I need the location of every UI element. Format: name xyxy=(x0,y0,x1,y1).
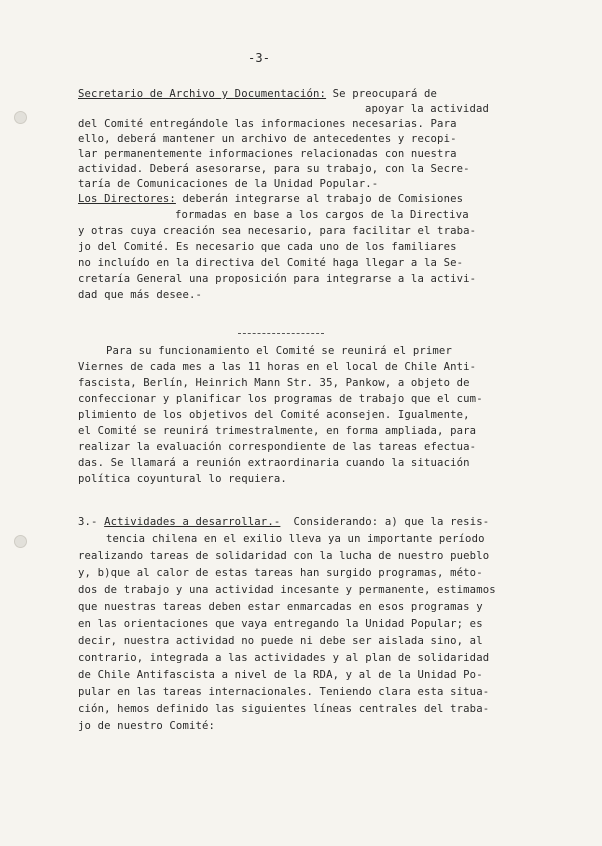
actividades-first-line xyxy=(78,516,489,529)
actividades-line: contrario, integrada a las actividades y al plan de solidaridad xyxy=(78,652,490,664)
directores-text: deberán integrarse al trabajo de Comisiones xyxy=(175,193,464,205)
actividades-line: en las orientaciones que vaya entregando la Unidad Popular; es xyxy=(78,618,483,630)
directores-first-line xyxy=(78,193,463,206)
directores-line: cretaría General una proposición para integrarse a la activi- xyxy=(78,273,477,285)
archivo-line: apoyar la actividad xyxy=(365,103,490,115)
page-number: -3- xyxy=(248,51,271,65)
funcionamiento-line: fascista, Berlín, Heinrich Mann Str. 35, Pankow, a objeto de xyxy=(78,377,470,389)
actividades-line: de Chile Antifascista a nivel de la RDA, y al de la Unidad Po- xyxy=(78,669,483,681)
directores-line: jo del Comité. Es necesario que cada uno de los familiares xyxy=(78,241,457,253)
actividades-line: realizando tareas de solidaridad con la lucha de nuestro pueblo xyxy=(78,550,490,562)
archivo-text: Se preocupará de xyxy=(326,88,438,100)
funcionamiento-line: Viernes de cada mes a las 11 horas en el local de Chile Anti- xyxy=(78,361,477,373)
actividades-line: que nuestras tareas deben estar enmarcadas en esos programas y xyxy=(78,601,483,613)
actividades-line: jo de nuestro Comité: xyxy=(78,720,216,732)
directores-line: formadas en base a los cargos de la Directiva xyxy=(175,209,469,221)
punch-hole xyxy=(14,535,27,548)
funcionamiento-line: realizar la evaluación correspondiente de las tareas efectua- xyxy=(78,441,477,453)
directores-line: y otras cuya creación sea necesario, para facilitar el traba- xyxy=(78,225,477,237)
directores-heading: Los Directores: xyxy=(78,193,176,205)
funcionamiento-line: plimiento de los objetivos del Comité aconsejen. Igualmente, xyxy=(78,409,470,421)
archivo-line: lar permanentemente informaciones relacionadas con nuestra xyxy=(78,148,457,160)
actividades-line: dos de trabajo y una actividad incesante y permanente, estimamos xyxy=(78,584,496,596)
archivo-line: actividad. Deberá asesorarse, para su trabajo, con la Secre- xyxy=(78,163,470,175)
archivo-heading: Secretario de Archivo y Documentación: xyxy=(78,88,327,100)
section-separator xyxy=(238,333,324,334)
funcionamiento-line: Para su funcionamiento el Comité se reunirá el primer xyxy=(106,345,452,357)
actividades-line: pular en las tareas internacionales. Teniendo clara esta situa- xyxy=(78,686,490,698)
actividades-line: decir, nuestra actividad no puede ni debe ser aislada sino, al xyxy=(78,635,483,647)
funcionamiento-line: das. Se llamará a reunión extraordinaria cuando la situación xyxy=(78,457,470,469)
archivo-first-line xyxy=(78,88,437,101)
punch-hole xyxy=(14,111,27,124)
actividades-line: tencia chilena en el exilio lleva ya un importante período xyxy=(106,533,485,545)
actividades-text: Considerando: a) que la resis- xyxy=(280,516,490,528)
actividades-heading: Actividades a desarrollar.- xyxy=(104,516,281,528)
funcionamiento-line: confeccionar y planificar los programas de trabajo que el cum- xyxy=(78,393,483,405)
funcionamiento-line: política coyuntural lo requiera. xyxy=(78,473,287,485)
funcionamiento-line: el Comité se reunirá trimestralmente, en forma ampliada, para xyxy=(78,425,477,437)
directores-line: dad que más desee.- xyxy=(78,289,203,301)
actividades-line: ción, hemos definido las siguientes líneas centrales del traba- xyxy=(78,703,490,715)
directores-line: no incluído en la directiva del Comité haga llegar a la Se- xyxy=(78,257,464,269)
actividades-line: y, b)que al calor de estas tareas han surgido programas, méto- xyxy=(78,567,483,579)
archivo-line: taría de Comunicaciones de la Unidad Popular.- xyxy=(78,178,379,190)
archivo-line: ello, deberá mantener un archivo de antecedentes y recopi- xyxy=(78,133,457,145)
archivo-line: del Comité entregándole las informaciones necesarias. Para xyxy=(78,118,457,130)
section-number: 3.- xyxy=(78,516,98,528)
